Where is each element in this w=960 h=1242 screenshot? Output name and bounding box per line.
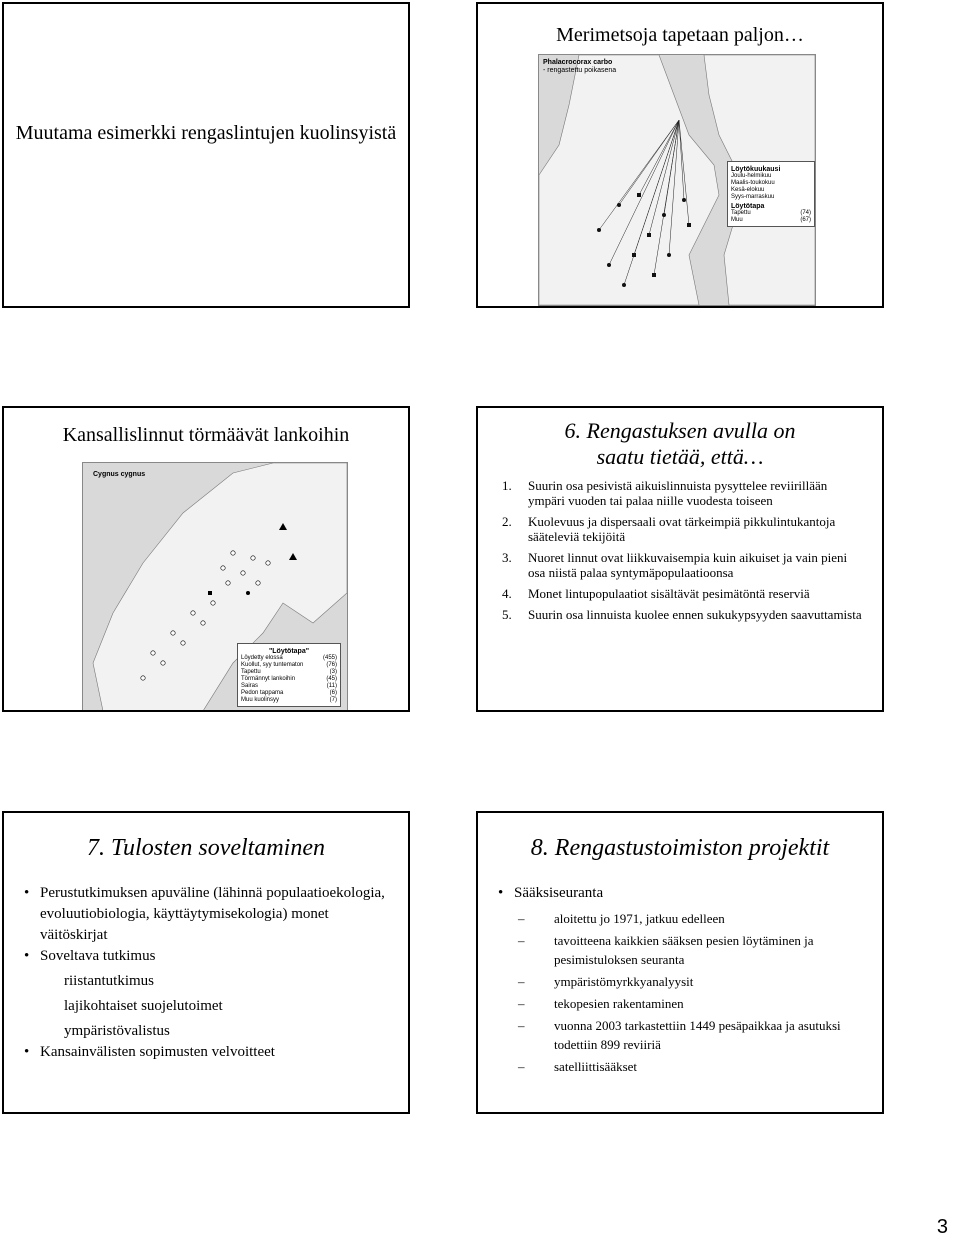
legend-item: Sairas (11) (241, 683, 337, 689)
sub-item: riistantutkimus (64, 973, 154, 989)
slide-5 (2, 811, 410, 1114)
legend-month-4: Syys-marraskuu (731, 194, 775, 200)
list-item: 3. Nuoret linnut ovat liikkuvaisempia kuin aikuiset ja vain pieni osa niistä palaa syntymäpopulaatioonsa (502, 550, 848, 580)
legend-item: Törmännyt lankoihin (45) (241, 676, 337, 682)
list-item: 1. Suurin osa pesivistä aikuislinnuista pysyttelee reviirillään ympäri vuoden tai palaa niille vuodesta toiseen (502, 478, 828, 508)
legend-method-other: Muu (67) (731, 217, 811, 223)
sub-item: – tekopesien rakentaminen (518, 996, 684, 1011)
list-item: 4. Monet lintupopulaatiot sisältävät pesimätöntä reserviä (502, 586, 810, 601)
sub-item: ympäristövalistus (64, 1023, 170, 1039)
slide-6-title: 8. Rengastustoimiston projektit (530, 835, 830, 861)
slide-5-title: 7. Tulosten soveltaminen (87, 835, 325, 861)
legend-item: Kuollut, syy tuntematon (76) (241, 662, 337, 668)
sub-item: – aloitettu jo 1971, jatkuu edelleen (518, 911, 725, 926)
cormorant-recovery-map (538, 54, 816, 306)
map-species-caption: Phalacrocorax carbo - rengastettu poikasena (543, 59, 617, 74)
legend-item: Muu kuolinsyy (7) (241, 697, 337, 703)
legend-month-3: Kesä-elokuu (731, 187, 765, 193)
legend-month-2: Maalis-toukokuu (731, 180, 775, 186)
swan-recovery-map (82, 462, 348, 712)
swan-map-legend: "Löytötapa" Löydetty elossa (455) Kuollut, syy tuntematon (76) Tapettu (3) Törmännyt lankoihin (45) Sairas (11) Pedon tappama (6) Muu kuolinsyy (7) (237, 643, 341, 707)
list-item: • Sääksiseuranta (498, 885, 604, 901)
page-number: 3 (936, 1216, 948, 1238)
legend-item: Tapettu (3) (241, 669, 337, 675)
map-species-caption: Cygnus cygnus (93, 471, 146, 478)
list-item: • Soveltava tutkimus (24, 948, 156, 964)
list-item: • Kansainvälisten sopimusten velvoitteet (24, 1044, 275, 1060)
legend-method-killed: Tapettu (74) (731, 210, 811, 216)
slide-4-title: 6. Rengastuksen avulla on saatu tietää, että… (564, 418, 796, 469)
slide-2-title: Merimetsoja tapetaan paljon… (556, 24, 804, 46)
slide-4 (476, 406, 884, 712)
slide-2 (476, 2, 884, 308)
slide-3-title: Kansallislinnut törmäävät lankoihin (62, 424, 350, 446)
legend-item: Löydetty elossa (455) (241, 655, 337, 661)
sub-item: – vuonna 2003 tarkastettiin 1449 pesäpaikkaa ja asutuksi todettiin 899 reviiriä (518, 1018, 841, 1052)
list-item: • Perustutkimuksen apuväline (lähinnä populaatioekologia, evoluutiobiologia, käyttäytymisekologia) monet väitöskirjat (24, 885, 385, 943)
sub-item: – ympäristömyrkkyanalyysit (518, 974, 694, 989)
sub-item: – tavoitteena kaikkien sääksen pesien löytäminen ja pesimistuloksen seuranta (518, 933, 814, 967)
sub-item: – satelliittisääkset (518, 1059, 638, 1074)
list-item: 2. Kuolevuus ja dispersaali ovat tärkeimpiä pikkulintukantoja sääteleviä tekijöitä (502, 514, 836, 544)
slide-1 (2, 2, 410, 308)
projects-list (498, 883, 868, 1079)
legend-item: Pedon tappama (6) (241, 690, 337, 696)
list-item: 5. Suurin osa linnuista kuolee ennen sukukypsyyden saavuttamista (502, 607, 862, 622)
sub-item: lajikohtaiset suojelutoimet (64, 998, 223, 1014)
slide-1-title: Muutama esimerkki rengaslintujen kuolinsyistä (15, 122, 397, 144)
slide-3 (2, 406, 410, 712)
application-list (24, 883, 394, 1063)
legend-month-1: Joulu-helmikuu (731, 173, 772, 179)
findings-list (502, 478, 862, 628)
slide-6 (476, 811, 884, 1114)
cormorant-map-legend: Löytökuukausi Joulu-helmikuu Maalis-toukokuu Kesä-elokuu Syys-marraskuu Löytötapa Tapettu (74) Muu (67) (727, 161, 815, 227)
